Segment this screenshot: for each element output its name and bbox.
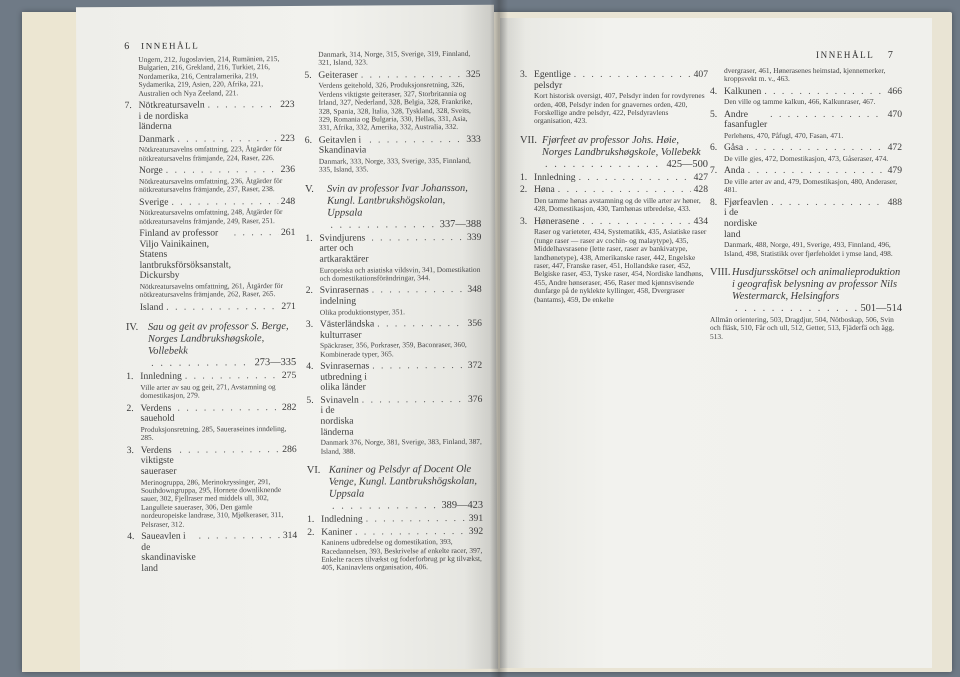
toc-entry xyxy=(306,361,482,394)
toc-description: Kaninens udbredelse og domestikation, 393, Racedannelsen, 393, Beskrivelse af enkelte racer, 397, Enkelte racers tilvækst og foderforbrug pr kg tilvækst, 405, Kaninavlens organisation, 406. xyxy=(321,537,483,573)
toc-entry xyxy=(305,135,481,157)
toc-page-number: 479 xyxy=(887,165,902,177)
toc-leader-dots xyxy=(372,285,465,296)
toc-entry xyxy=(307,526,483,538)
toc-entry-label: Andre fasanfugler xyxy=(724,108,768,131)
toc-leader-dots xyxy=(558,185,691,196)
toc-section-range-row xyxy=(148,357,296,370)
toc-entry-number: 1. xyxy=(307,513,315,525)
toc-entry-label: Sverige xyxy=(139,196,169,208)
toc-entry xyxy=(306,285,482,307)
toc-entry-label: Fjørfeavlen i de nordiske land xyxy=(724,196,769,240)
toc-leader-dots xyxy=(746,143,884,154)
toc-page-number: 407 xyxy=(693,69,708,80)
toc-description: Produksjonsretning, 285, Saueraseines inndeling, 285. xyxy=(140,424,287,443)
toc-section xyxy=(710,267,902,315)
toc-entry-number: 5. xyxy=(710,108,718,120)
toc-entry-label: Indledning xyxy=(321,513,363,525)
toc-page-number: 271 xyxy=(281,300,296,312)
toc-entry-label: Kalkunen xyxy=(724,85,762,97)
toc-leader-dots xyxy=(582,217,690,228)
toc-leader-dots xyxy=(332,500,439,513)
toc-entry-label: Innledning xyxy=(534,171,576,183)
toc-page-number: 339 xyxy=(466,231,482,243)
toc-entry-number: 6. xyxy=(710,142,718,154)
toc-page-number: 470 xyxy=(887,108,902,120)
toc-description: Nötkreatursavelns omfattning, 236, Åtgärder för nötkreatursavelns främjande, 237, Raser, 238. xyxy=(139,175,283,195)
toc-entry-number: 3. xyxy=(520,69,528,80)
toc-entry xyxy=(306,395,482,438)
left-page-number: 6 xyxy=(124,40,130,52)
right-page-column-1 xyxy=(520,68,708,307)
toc-section-roman: VII. xyxy=(520,134,538,146)
toc-page-number: 376 xyxy=(467,393,483,405)
toc-entry-label: Høna xyxy=(534,184,555,196)
toc-leader-dots xyxy=(735,303,857,315)
toc-page-number: 325 xyxy=(465,68,481,80)
toc-entry-number: 3. xyxy=(305,318,314,330)
toc-description: Den tamme hønas avstamning og de ville arter av høner, 428, Domestikasjon, 430, Tamhønas utbredelse, 433. xyxy=(534,196,701,214)
toc-page-number: 472 xyxy=(887,142,902,154)
toc-page-number: 356 xyxy=(467,317,482,329)
toc-leader-dots xyxy=(579,173,691,184)
toc-entry-label: Nötkreatursaveln i de nordiska länderna xyxy=(138,99,205,133)
toc-description: Nötkreatursavelns omfattning, 248, Åtgärder för nötkreatursavelns främjande, 249, Raser, 251. xyxy=(139,207,283,226)
toc-description: Ungern, 212, Jugoslavien, 214, Rumänien, 215, Bulgarien, 216, Grekland, 216, Turkiet, 216, Nordamerika, 216, Centralamerika, 219, Sydamerika, 219, Asien, 220, Afrika, 221, Australien och Nya Zeeland, 221. xyxy=(138,54,280,98)
toc-entry-label: Island xyxy=(139,301,164,313)
toc-section-title: Fjørfeet av professor Johs. Høie, Norges Landbrukshøgskole, Vollebekk xyxy=(542,134,701,158)
toc-leader-dots xyxy=(330,219,437,232)
toc-entry-label: Svinaveln i de nordiska länderna xyxy=(320,394,359,438)
toc-leader-dots xyxy=(369,135,463,146)
toc-entry xyxy=(520,217,708,228)
toc-description: Nötkreatursavelns omfattning, 261, Åtgärder för nötkreatursavelns främjande, 262, Raser, 265. xyxy=(139,281,283,300)
toc-entry-number: 1. xyxy=(126,371,134,383)
toc-page-number: 434 xyxy=(693,215,708,227)
toc-page-number: 223 xyxy=(280,98,295,111)
left-running-head: 6 INNEHÅLL xyxy=(124,40,200,52)
toc-section-heading xyxy=(126,321,296,358)
toc-leader-dots xyxy=(764,87,884,98)
toc-description: Danmark, 333, Norge, 333, Sverige, 335, Finnland, 335, Island, 335. xyxy=(318,155,471,175)
toc-section xyxy=(126,321,296,370)
toc-leader-dots xyxy=(574,70,691,81)
toc-leader-dots xyxy=(177,403,279,414)
toc-entry-label: Anda xyxy=(724,165,745,177)
toc-entry xyxy=(127,445,297,478)
toc-description: Raser og varieteter, 434, Systematikk, 435, Asiatiske raser (tunge raser — raser av cochin- og malaytype), 435, Middelhavsrasene (lette raser, raser av bankivatype, landhønetype), 438, Amerikanske raser, 442, Engelske raser, 447, Franske raser, 451, Hollandske raser, 452, Belgiske raser, 453, Tyske raser, 454, Nordiske landhøns, 455, Andre hønseraser, 456, Raser med kjønnsvisende dunfarge på de nyklekte kyllinger, 458, Dvergraser (bantams), 459, De enkelte xyxy=(534,227,707,304)
toc-entry-label: Innledning xyxy=(140,371,182,383)
toc-entry-label: Finland av professor Viljo Vainikainen, Statens lantbruksförsöksanstalt, Dickursby xyxy=(139,227,231,282)
toc-entry xyxy=(710,166,902,177)
toc-description: De ville gjes, 472, Domestikasjon, 473, Gåseraser, 474. xyxy=(724,154,889,163)
toc-page-number: 372 xyxy=(467,359,483,371)
toc-leader-dots xyxy=(361,70,463,81)
toc-section-range-row xyxy=(542,159,708,171)
toc-section-title: Svin av professor Ivar Johansson, Kungl. Lantbrukshögskolan, Uppsala xyxy=(327,182,468,219)
toc-page-number: 248 xyxy=(280,195,296,207)
toc-page-number: 391 xyxy=(468,512,484,524)
toc-page-number: 392 xyxy=(468,525,484,537)
right-page xyxy=(500,18,932,668)
toc-entry xyxy=(125,100,295,133)
toc-entry-number: 7. xyxy=(124,99,132,112)
right-running-head: INNEHÅLL 7 xyxy=(816,50,893,61)
toc-section xyxy=(307,464,483,513)
toc-entry-label: Norge xyxy=(138,164,163,177)
toc-section-range: 389—423 xyxy=(441,499,484,512)
toc-entry-number: 4. xyxy=(710,85,718,97)
toc-page-number: 333 xyxy=(466,133,481,145)
toc-entry-number: 2. xyxy=(305,285,313,297)
toc-description: Danmark, 314, Norge, 315, Sverige, 319, Finnland, 321, Island, 323. xyxy=(318,48,471,68)
toc-section-title: Kaniner og Pelsdyr af Docent Ole Venge, Kungl. Lantbrukshögskolan, Uppsala xyxy=(328,463,477,500)
toc-page-number: 275 xyxy=(281,370,297,382)
toc-entry xyxy=(126,302,296,314)
toc-entry-label: Gåsa xyxy=(724,142,744,154)
toc-leader-dots xyxy=(208,100,278,111)
toc-page-number: 282 xyxy=(281,401,297,413)
toc-leader-dots xyxy=(770,110,884,121)
toc-section-range: 425—500 xyxy=(666,158,708,170)
toc-section-roman: IV. xyxy=(125,322,139,334)
book-gutter xyxy=(490,0,508,677)
toc-entry-label: Västerländska kulturraser xyxy=(319,318,375,341)
toc-entry-number: 2. xyxy=(126,402,134,414)
toc-section-title: Husdjursskötsel och animalieproduktion i geografisk belysning av professor Nils Westermarck, Helsingfors xyxy=(732,267,901,302)
toc-leader-dots xyxy=(371,233,464,244)
toc-description: Den ville og tamme kalkun, 466, Kalkunraser, 467. xyxy=(724,97,876,107)
toc-section-range: 337—388 xyxy=(439,218,482,230)
toc-leader-dots xyxy=(199,531,280,542)
toc-section-title: Sau og geit av professor S. Berge, Norges Landbrukshøgskole, Vollebekk xyxy=(147,321,289,358)
toc-page-number: 466 xyxy=(887,85,902,97)
toc-leader-dots xyxy=(372,361,465,372)
toc-section-range-row xyxy=(329,500,483,513)
toc-entry-number: 1. xyxy=(520,171,528,183)
toc-description: Verdens geitehold, 326, Produksjonsretning, 326, Verdens viktigste geiteraser, 327, Storbritannia og Irland, 327, Nederland, 328, Belgia, 328, Frankrike, 328, Spania, 328, Italia, 328, Tyskland, 328, Sveits, 329, Romania og Bulgaria, 330, Hellas, 331, Asia, 331, Afrika, 332, Amerika, 332, Australia, 332. xyxy=(318,80,473,133)
toc-page-number: 427 xyxy=(693,171,708,183)
toc-entry-label: Geiteraser xyxy=(318,69,358,81)
toc-entry xyxy=(127,531,297,574)
toc-entry-number: 4. xyxy=(127,530,135,543)
toc-section-range: 273—335 xyxy=(254,357,297,369)
left-page xyxy=(76,5,498,672)
toc-leader-dots xyxy=(748,166,885,177)
toc-description: De ville arter av and, 479, Domestikasjon, 480, Anderaser, 481. xyxy=(724,177,898,195)
toc-leader-dots xyxy=(234,228,278,239)
toc-leader-dots xyxy=(185,371,279,382)
toc-leader-dots xyxy=(545,159,663,171)
toc-entry-number: 6. xyxy=(304,134,313,146)
toc-entry-label: Egentlige pelsdyr xyxy=(534,69,571,91)
book-cover-edge xyxy=(22,12,82,672)
toc-entry-label: Geitavlen i Skandinavia xyxy=(318,134,367,157)
toc-entry-label: Verdens sauehold xyxy=(140,402,175,425)
toc-leader-dots xyxy=(151,358,252,371)
toc-description: Europeiska och asiatiska vildsvin, 341, Domestikation och domestikationsförändringar, 344. xyxy=(319,264,481,283)
right-page-number: 7 xyxy=(887,50,893,61)
toc-section-roman: VI. xyxy=(306,464,321,476)
toc-entry xyxy=(126,403,296,425)
toc-section-roman: V. xyxy=(305,183,314,195)
toc-description: Späckraser, 356, Porkraser, 359, Baconraser, 360, Kombinerade typer, 365. xyxy=(320,340,467,359)
toc-entry-number: 3. xyxy=(520,215,528,227)
toc-page-number: 428 xyxy=(693,184,708,196)
toc-entry xyxy=(520,70,708,91)
toc-page-number: 348 xyxy=(467,284,482,296)
toc-section-range-row xyxy=(732,303,902,315)
toc-entry-label: Verdens viktigste saueraser xyxy=(140,444,177,477)
toc-description: Danmark 376, Norge, 381, Sverige, 383, Finland, 387, Island, 388. xyxy=(320,436,482,456)
toc-entry xyxy=(305,233,481,266)
toc-page-number: 488 xyxy=(887,196,902,208)
toc-leader-dots xyxy=(179,445,279,456)
toc-entry xyxy=(125,228,295,282)
left-page-column-2 xyxy=(304,49,483,576)
toc-description: Allmän orientering, 503, Dragdjur, 504, Nötboskap, 506, Svin och fläsk, 510, Får och ull, 512, Getter, 513, Fjäderfä och ägg, 513. xyxy=(710,315,895,341)
toc-entry xyxy=(306,319,482,341)
toc-entry xyxy=(520,185,708,196)
toc-leader-dots xyxy=(177,134,277,145)
toc-leader-dots xyxy=(166,302,278,313)
toc-leader-dots xyxy=(366,514,466,525)
toc-leader-dots xyxy=(171,197,277,208)
toc-description: Kort historisk oversigt, 407, Pelsdyr inden for rovdyrenes orden, 408, Pelsdyr inden for gnavernes orden, 420, Forskellige andre pelsdyr, 422, Pelsdyravlens organisation, 423. xyxy=(534,91,705,126)
toc-entry-label: Saueavlen i de skandinaviske land xyxy=(141,530,196,574)
toc-leader-dots xyxy=(377,319,464,330)
toc-entry-number: 5. xyxy=(304,69,312,81)
toc-entry-number: 2. xyxy=(520,184,528,196)
toc-page-number: 314 xyxy=(282,529,298,542)
toc-entry-number: 5. xyxy=(306,394,314,406)
toc-entry xyxy=(710,110,902,131)
toc-page-number: 223 xyxy=(280,132,295,144)
toc-entry xyxy=(710,198,902,240)
toc-entry-label: Svinrasernas utbredning i olika länder xyxy=(320,360,370,394)
toc-entry-number: 1. xyxy=(305,232,313,244)
toc-description: Ville arter av sau og geit, 271, Avstamning og domestikasjon, 279. xyxy=(140,382,276,401)
toc-entry xyxy=(125,165,295,177)
toc-entry xyxy=(710,87,902,98)
toc-entry xyxy=(520,173,708,184)
toc-section-roman: VIII. xyxy=(710,267,731,278)
toc-entry-number: 8. xyxy=(710,196,718,208)
toc-entry-number: 7. xyxy=(710,165,718,177)
toc-leader-dots xyxy=(771,198,884,209)
toc-entry-number: 3. xyxy=(126,444,134,456)
toc-description: dvergraser, 461, Hønerasenes heimstad, kjennemerker, kroppsvekt m. v., 463. xyxy=(724,66,886,84)
toc-entry xyxy=(710,143,902,154)
toc-entry-label: Hønerasene xyxy=(534,215,580,227)
toc-page-number: 236 xyxy=(280,164,296,176)
toc-section xyxy=(520,135,708,171)
toc-section-range: 501—514 xyxy=(860,303,902,314)
toc-entry-label: Svinrasernas indelning xyxy=(319,284,369,307)
toc-section xyxy=(305,183,481,232)
toc-description: Perlehøns, 470, Påfugl, 470, Fasan, 471. xyxy=(724,131,844,140)
toc-page-number: 261 xyxy=(280,226,296,239)
toc-entry-label: Kaniner xyxy=(321,526,353,538)
left-page-column-1 xyxy=(124,54,297,574)
toc-leader-dots xyxy=(166,165,278,176)
toc-entry xyxy=(307,514,483,526)
toc-section-heading xyxy=(520,135,708,159)
toc-page-number: 286 xyxy=(282,443,297,455)
toc-entry-number: 4. xyxy=(306,360,314,372)
toc-description: Nötkreatursavelns omfattning, 223, Åtgärder för nötkreatursavelns främjande, 224, Raser, 226. xyxy=(138,144,283,163)
toc-description: Olika produktionstyper, 351. xyxy=(319,306,405,317)
toc-description: Danmark, 488, Norge, 491, Sverige, 493, Finnland, 496, Island, 498, Statistikk over fjørfeholdet i ymse land, 498. xyxy=(724,240,893,258)
toc-section-heading xyxy=(710,267,902,303)
toc-leader-dots xyxy=(362,395,465,406)
toc-description: Merinogruppa, 286, Merinokryssinger, 291, Southdowngruppa, 295, Hornete downliknende sauer, 302, Fjellraser med middels ull, 302, Langullete saueraser, 306, Den gamle nordeuropeiske landrase, 310, Mjølkeraser, 311, Pelsraser, 312. xyxy=(140,476,284,529)
toc-section-heading xyxy=(305,183,481,220)
right-page-column-2 xyxy=(710,66,902,344)
toc-entry-number: 2. xyxy=(307,526,315,538)
toc-entry-label: Svindjurens arter och artkaraktärer xyxy=(319,232,369,265)
toc-entry-label: Danmark xyxy=(138,133,175,145)
toc-section-range-row xyxy=(327,219,481,232)
toc-section-heading xyxy=(307,464,483,501)
toc-leader-dots xyxy=(355,527,466,538)
